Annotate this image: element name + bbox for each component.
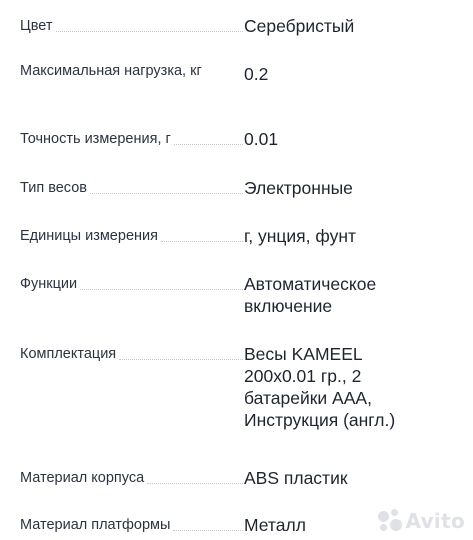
spec-label: Единицы измерения: [20, 228, 158, 244]
spec-value: ABS пластик: [244, 468, 348, 488]
spec-value: 0.01: [244, 129, 279, 149]
leader-dots: [147, 483, 243, 484]
leader-dots: [173, 530, 243, 531]
spec-value: Весы KAMEEL 200x0.01 гр., 2 батарейки ААА, Инструкция (англ.): [244, 344, 396, 430]
leader-dots: [174, 144, 243, 145]
spec-label: Точность измерения, г: [20, 131, 171, 147]
leader-dots: [56, 31, 244, 32]
spec-value: Автоматическое включение: [244, 274, 377, 316]
spec-value: Металл: [244, 515, 306, 535]
spec-label: Функции: [20, 276, 78, 292]
spec-value: 0.2: [244, 64, 269, 84]
spec-value: Электронные: [244, 178, 353, 198]
spec-label: Максимальная нагрузка, кг: [20, 62, 242, 81]
spec-label: Цвет: [20, 18, 53, 34]
leader-dots: [119, 359, 243, 360]
avito-watermark: [376, 508, 465, 534]
spec-label: Комплектация: [20, 346, 117, 362]
leader-dots: [80, 289, 243, 290]
spec-value: Серебристый: [244, 16, 355, 36]
leader-dots: [161, 241, 243, 242]
avito-logo-icon: [376, 508, 402, 534]
spec-label: Материал корпуса: [20, 470, 145, 486]
spec-value: г, унция, фунт: [244, 226, 357, 246]
spec-label: Тип весов: [20, 180, 87, 196]
avito-watermark-text: Avito: [405, 509, 465, 533]
spec-label: Материал платформы: [20, 517, 171, 533]
leader-dots: [90, 193, 243, 194]
